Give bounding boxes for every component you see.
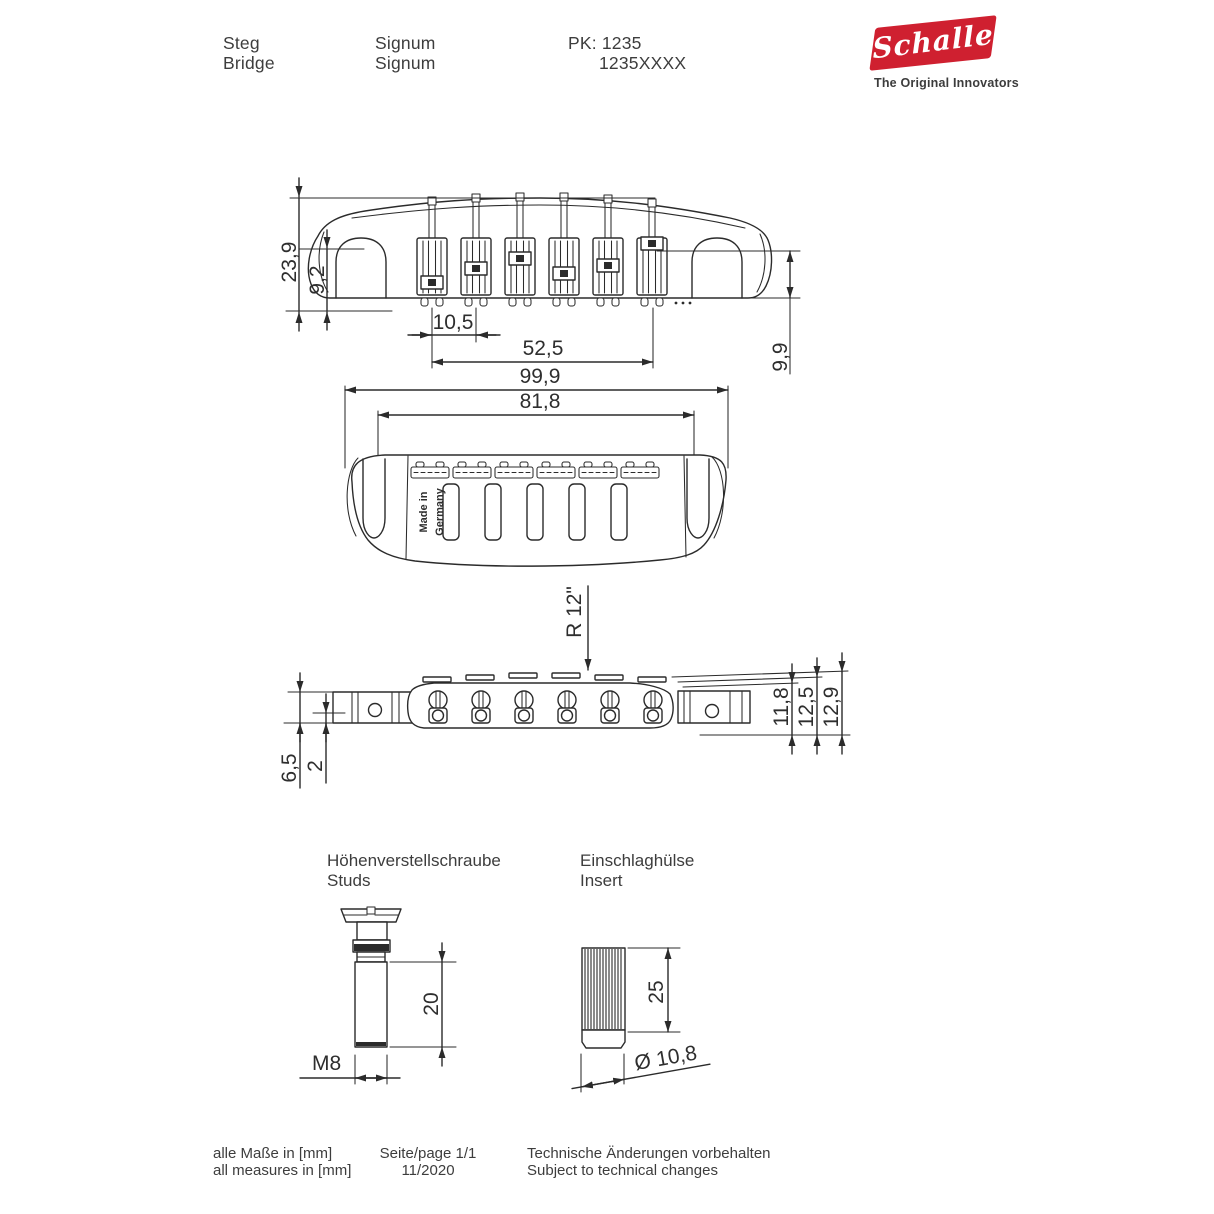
product-title-en: Bridge [223, 53, 275, 73]
stud-neck [357, 922, 387, 940]
insert-label-de: Einschlaghülse [580, 851, 695, 870]
model-name-line1: Signum [375, 33, 436, 53]
saddle-1 [417, 238, 447, 306]
bridge-arch-inner-line [352, 205, 745, 228]
right-mounting-arm [678, 691, 750, 723]
stud-label-de: Höhenverstellschraube [327, 851, 501, 870]
footer-units-en: all measures in [mm] [213, 1162, 352, 1179]
front-view-dimensions [278, 178, 800, 374]
dim-h1-label: 11,8 [770, 687, 793, 727]
dim-h3-label: 12,9 [820, 686, 843, 728]
left-arm-hole [369, 704, 382, 717]
right-arm-hole [706, 705, 719, 718]
top-view-drawing [345, 365, 728, 566]
stud-label-en: Studs [327, 871, 371, 890]
engraving-line1: Made in [418, 491, 430, 533]
dim-string-spacing-label: 10,5 [432, 311, 474, 334]
schaller-logo-tagline: The Original Innovators [874, 76, 1019, 90]
dim-h2-label: 12,5 [795, 686, 818, 728]
insert-drawing [568, 948, 710, 1092]
dim-thread-label: M8 [312, 1052, 342, 1075]
saddle-3 [505, 238, 535, 306]
stud-shaft [355, 962, 387, 1047]
stud-head-slot [367, 907, 375, 914]
saddle-6 [637, 237, 667, 306]
stud-drawing [300, 907, 456, 1084]
right-claw-inner-edge [757, 234, 765, 292]
footer-units-de: alle Maße in [mm] [213, 1145, 333, 1162]
dim-stud-length-label: 20 [420, 992, 443, 1016]
part-number-pk: PK: 1235 [568, 33, 642, 53]
footer-notice-de: Technische Änderungen vorbehalten [527, 1145, 771, 1162]
footer-notice-en: Subject to technical changes [527, 1162, 718, 1179]
front-view-drawing [278, 178, 800, 374]
side-view-height-dimensions [770, 653, 843, 754]
product-title-de: Steg [223, 33, 260, 53]
left-hook-cutout [336, 238, 386, 298]
dim-inner-length-label: 81,8 [519, 390, 561, 413]
side-view-left-dimensions [278, 673, 345, 788]
bridge-body-outline [308, 198, 771, 298]
right-hook-cutout [692, 238, 742, 298]
saddle-5 [593, 238, 623, 306]
engraving-line2: Germany [434, 488, 446, 536]
saddle-2 [461, 238, 491, 306]
dim-total-length-label: 99,9 [519, 365, 561, 388]
footer-page-number: Seite/page 1/1 [379, 1145, 477, 1162]
side-view-saddle-tops [423, 673, 666, 682]
dim-right-height-label: 9,9 [769, 342, 792, 372]
left-mounting-arm [333, 692, 412, 723]
footer-date: 11/2020 [401, 1162, 455, 1179]
dim-saddle-height-label: 9,2 [306, 265, 329, 295]
dim-total-height-label: 23,9 [278, 241, 301, 283]
part-number-code: 1235XXXX [599, 53, 687, 73]
saddle-4 [549, 238, 579, 306]
side-view-drawing [278, 586, 850, 788]
dim-arm-height-label: 6,5 [278, 753, 301, 783]
dim-plate-thickness-label: 2 [304, 760, 327, 772]
radius-label: R 12" [563, 586, 586, 638]
saddles [417, 237, 691, 306]
dim-insert-diameter-label: Ø 10,8 [632, 1041, 699, 1076]
dim-insert-length-label: 25 [645, 980, 668, 1004]
schaller-logo-text: Schaller [871, 15, 1011, 66]
insert-label-en: Insert [580, 871, 623, 890]
insert-base [582, 1030, 625, 1048]
dim-string-spread-label: 52,5 [522, 337, 564, 360]
model-name-line2: Signum [375, 53, 436, 73]
